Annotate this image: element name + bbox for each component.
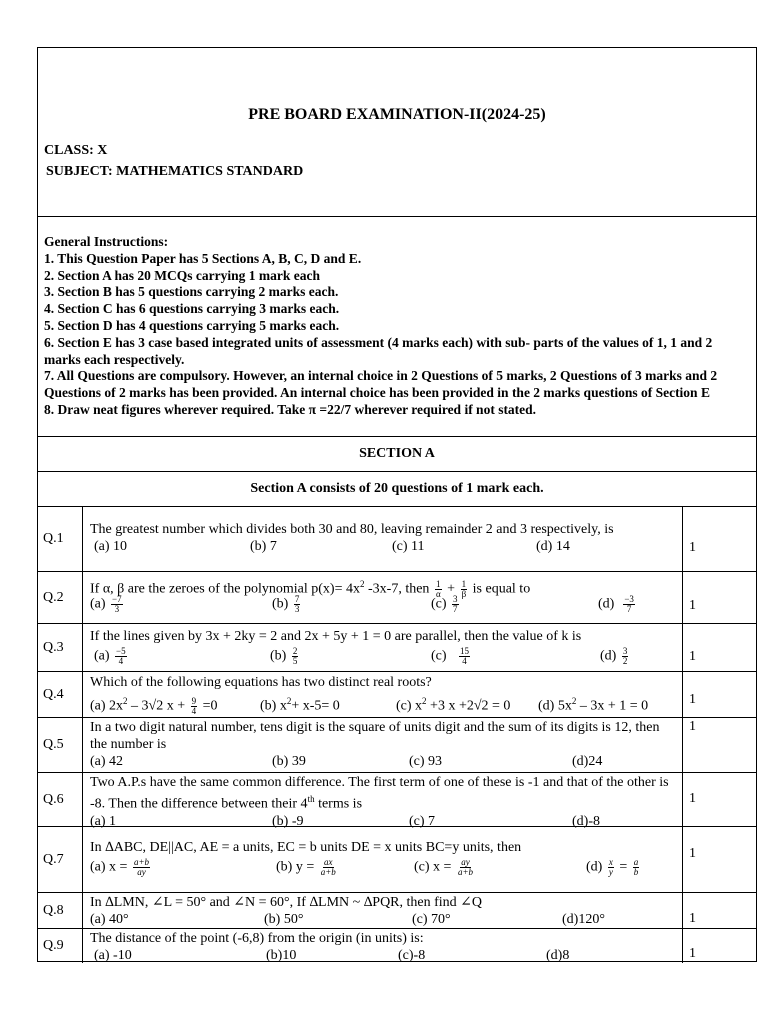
question-body [84, 672, 681, 717]
option-d: (d)120° [562, 912, 605, 927]
option-b [276, 858, 339, 877]
marks-cell: 1 [682, 672, 756, 717]
option-text: +3 x +2√2 = 0 [426, 698, 511, 714]
question-row [38, 827, 756, 893]
option-c [431, 647, 472, 666]
option-b: (b) -9 [272, 813, 304, 829]
question-body [84, 572, 681, 623]
fraction [191, 697, 198, 716]
exponent: 2 [422, 696, 427, 706]
marks-cell: 1 [682, 893, 756, 928]
question-text: If α, β are the zeroes of the polynomial p(x)= 4x [90, 581, 360, 597]
option-label: (d) [598, 596, 615, 612]
instruction-item: 6. Section E has 3 case based integrated units of assessment (4 marks each) with sub- parts of the values of 1, 1 and 2 marks each respectively. [44, 334, 713, 367]
denominator: 4 [462, 656, 467, 666]
instruction-item: 4. Section C has 6 questions carrying 3 marks each. [44, 301, 340, 317]
question-text: Two A.P.s have the same common difference. The first term of one of these is -1 and that of the other is -8. Then the difference between their 4 [90, 775, 669, 812]
plus-sign: + [443, 581, 459, 597]
exponent: 2 [571, 696, 577, 706]
denominator: a+b [320, 867, 336, 877]
numerator: a [633, 857, 639, 867]
option-d: (d)8 [546, 948, 570, 963]
numerator: 1 [461, 578, 467, 589]
question-text: terms is [314, 796, 363, 812]
option-a [94, 647, 129, 666]
option-b [272, 595, 302, 614]
instruction-item: 1. This Question Paper has 5 Sections A, B, C, D and E. [44, 250, 362, 266]
denominator: β [461, 588, 467, 599]
question-text: Which of the following equations has two distinct real roots? [90, 675, 432, 690]
fraction [623, 595, 635, 614]
marks-cell: 1 [682, 718, 756, 772]
question-text: In a two digit natural number, tens digit is the square of units digit and the sum of its digits is 12, then the number is [90, 720, 660, 752]
numerator: −5 [116, 646, 126, 656]
question-text: The distance of the point (-6,8) from the origin (in units) is: [90, 931, 424, 946]
question-text: In ∆LMN, ∠L = 50° and ∠N = 60°, If ∆LMN ~ ∆PQR, then find ∠Q [90, 895, 483, 910]
option-label: (c) [431, 596, 447, 612]
fraction [292, 647, 299, 666]
fraction [608, 858, 614, 877]
denominator: y [608, 867, 613, 877]
instruction-item: 2. Section A has 20 MCQs carrying 1 mark each [44, 267, 320, 283]
option-label: (b) y = [276, 859, 318, 875]
question-number: Q.8 [38, 893, 83, 928]
option-label: (d) [600, 648, 617, 664]
instructions-heading: General Instructions: [44, 234, 169, 249]
exponent: 2 [286, 696, 292, 706]
option-c: (c) 93 [409, 754, 443, 769]
fraction [294, 595, 301, 614]
question-body [84, 507, 681, 571]
exponent: 2 [123, 696, 128, 706]
denominator: 4 [118, 656, 124, 666]
section-title: SECTION A [38, 437, 756, 472]
marks-cell: 1 [682, 929, 756, 963]
numerator: −3 [624, 594, 634, 604]
question-row [38, 507, 756, 572]
option-b [270, 647, 300, 666]
option-label: (a) [90, 596, 106, 612]
marks-cell: 1 [682, 624, 756, 671]
paper-header [38, 48, 756, 217]
option-b: (b) 7 [250, 539, 277, 554]
question-number: Q.5 [38, 718, 83, 772]
question-text: -3x-7, then [364, 581, 433, 597]
option-label: (c) [431, 648, 447, 664]
denominator: 3 [294, 604, 300, 614]
marks-cell: 1 [682, 507, 756, 571]
option-text: =0 [199, 698, 218, 714]
numerator: −7 [112, 594, 122, 604]
option-a: (a) 40° [90, 912, 129, 927]
option-c: (c) 7 [409, 813, 436, 829]
question-number: Q.4 [38, 672, 83, 717]
question-row [38, 572, 756, 624]
question-number: Q.2 [38, 572, 83, 623]
option-c: (c) 70° [412, 912, 451, 927]
question-text: In ∆ABC, DE||AC, AE = a units, EC = b units DE = x units BC=y units, then [90, 840, 522, 855]
numerator: 3 [622, 646, 628, 656]
option-c [414, 858, 476, 877]
option-text: (a) 2x [90, 698, 124, 714]
numerator: 9 [191, 695, 197, 706]
numerator: ax [324, 857, 333, 867]
question-row [38, 624, 756, 672]
option-b [260, 693, 340, 715]
question-number: Q.7 [38, 827, 83, 892]
section-subtitle: Section A consists of 20 questions of 1 mark each. [38, 472, 756, 507]
option-c: (c)-8 [398, 948, 426, 963]
option-b: (b)10 [266, 948, 297, 963]
numerator: x [608, 857, 613, 867]
question-body [84, 624, 681, 671]
question-body [84, 773, 681, 829]
numerator: 1 [436, 578, 441, 589]
instruction-item: 3. Section B has 5 questions carrying 2 marks each. [44, 284, 339, 300]
option-text: (d) 5x [538, 698, 572, 714]
option-text: + x-5= 0 [291, 698, 340, 714]
option-a: (a) 42 [90, 754, 124, 769]
question-body [84, 827, 681, 892]
exam-title: PRE BOARD EXAMINATION-II(2024-25) [248, 106, 546, 123]
denominator: α [435, 588, 441, 599]
superscript: th [307, 794, 315, 804]
option-a: (a) 1 [90, 813, 117, 829]
numerator: a+b [133, 857, 150, 867]
option-c: (c) 11 [392, 539, 425, 554]
option-label: (b) [270, 648, 287, 664]
question-row [38, 773, 756, 827]
option-d [538, 693, 648, 715]
question-row [38, 893, 756, 929]
denominator: 5 [292, 656, 298, 666]
option-text: (b) x [260, 698, 287, 714]
numerator: 7 [294, 594, 300, 604]
option-d: (d) 14 [536, 539, 570, 554]
denominator: b [633, 867, 639, 877]
question-number: Q.6 [38, 773, 83, 826]
question-number: Q.1 [38, 507, 83, 571]
option-d: (d)-8 [572, 813, 600, 829]
marks-cell: 1 [682, 827, 756, 892]
option-a [90, 595, 125, 614]
exponent: 2 [360, 579, 365, 589]
fraction [452, 595, 459, 614]
question-row [38, 672, 756, 718]
numerator: 3 [453, 594, 458, 604]
denominator: ay [137, 867, 146, 877]
option-a: (a) -10 [94, 948, 132, 963]
option-label: (d) [586, 859, 606, 875]
equals-sign: = [615, 859, 631, 875]
denominator: 7 [453, 604, 458, 614]
option-label: (b) [272, 596, 289, 612]
subject-line: SUBJECT: MATHEMATICS STANDARD [46, 164, 304, 179]
question-body [84, 718, 681, 772]
option-d [600, 647, 630, 666]
option-d: (d)24 [572, 754, 603, 769]
option-text: (c) x [396, 698, 423, 714]
question-paper [37, 47, 757, 962]
instruction-item: 5. Section D has 4 questions carrying 5 marks each. [44, 317, 340, 333]
option-text: – 3√2 x + [127, 698, 189, 714]
option-a [90, 693, 218, 716]
instruction-item: 8. Draw neat figures wherever required. Take π =22/7 wherever required if not stated. [44, 401, 537, 417]
option-c [396, 693, 510, 715]
question-number: Q.9 [38, 929, 83, 963]
option-label: (a) [94, 648, 110, 664]
option-label: (c) x = [414, 859, 455, 875]
option-c [431, 595, 461, 614]
denominator: a+b [457, 867, 474, 877]
numerator: 15 [460, 646, 470, 656]
fraction [633, 858, 640, 877]
denominator: 2 [622, 656, 628, 666]
instruction-item: 7. All Questions are compulsory. However, an internal choice in 2 Questions of 5 marks, 2 Questions of 3 marks and 2 Questions of 2 marks has been provided. An internal choice has been provided in the 2 marks questions of Section E [44, 368, 718, 401]
denominator: 4 [191, 705, 197, 716]
marks-cell: 1 [682, 572, 756, 623]
option-text: – 3x + 1 = 0 [576, 698, 649, 714]
fraction [115, 647, 127, 666]
option-d [598, 595, 637, 614]
question-body [84, 929, 681, 963]
question-body [84, 893, 681, 928]
question-row [38, 929, 756, 963]
denominator: 3 [114, 604, 120, 614]
fraction [320, 858, 337, 877]
question-row [38, 718, 756, 773]
fraction [133, 858, 150, 877]
fraction [111, 595, 123, 614]
option-a [90, 858, 152, 877]
class-line: CLASS: X [44, 143, 108, 158]
option-b: (b) 39 [272, 754, 306, 769]
fraction [622, 647, 629, 666]
denominator: 7 [626, 604, 632, 614]
general-instructions [38, 217, 756, 437]
fraction [457, 858, 474, 877]
question-number: Q.3 [38, 624, 83, 671]
question-text: If the lines given by 3x + 2ky = 2 and 2x + 5y + 1 = 0 are parallel, then the value of k is [90, 629, 582, 644]
numerator: ay [461, 857, 470, 867]
option-label: (a) x = [90, 859, 131, 875]
question-text: The greatest number which divides both 30 and 80, leaving remainder 2 and 3 respectively, is [90, 522, 614, 537]
option-d [586, 858, 641, 877]
marks-cell: 1 [682, 773, 756, 826]
question-text: is equal to [469, 581, 531, 597]
option-b: (b) 50° [264, 912, 304, 927]
option-a: (a) 10 [94, 539, 128, 554]
numerator: 2 [292, 646, 298, 656]
fraction [459, 647, 470, 666]
